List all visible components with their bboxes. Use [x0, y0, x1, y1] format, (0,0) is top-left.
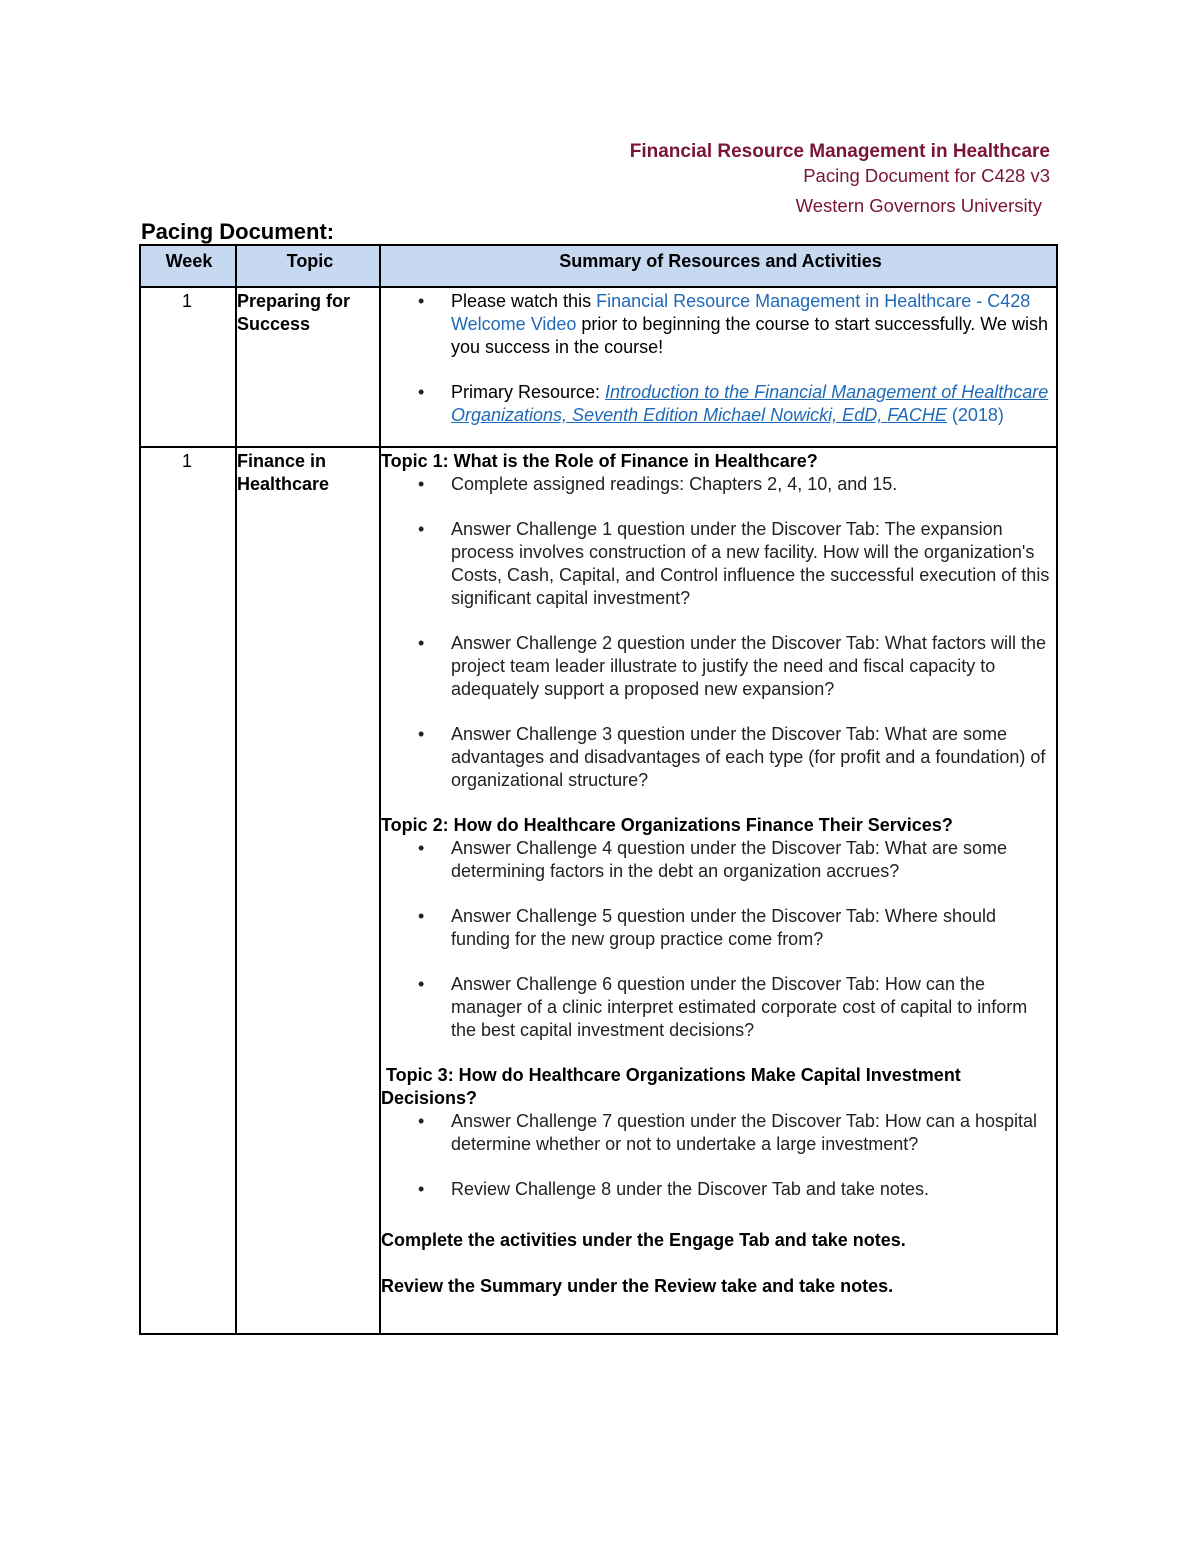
page-title: Pacing Document: [141, 219, 335, 244]
list-item: • Answer Challenge 4 question under the Discover Tab: What are some determining factors in the debt an organization accrues? [381, 837, 1057, 883]
list-item: • Review Challenge 8 under the Discover Tab and take notes. [381, 1178, 1057, 1201]
engage-note: Complete the activities under the Engage Tab and take notes. [381, 1230, 906, 1250]
topic2-heading: Topic 2: How do Healthcare Organizations Finance Their Services? [381, 815, 953, 835]
row1-summary [381, 290, 1057, 427]
grid-line [139, 446, 1058, 448]
row1-topic: Preparing for Success [237, 291, 351, 334]
list-item [381, 290, 1057, 359]
bullet-text: Primary Resource: [451, 382, 606, 402]
course-title: Financial Resource Management in Healthcare [629, 141, 1050, 162]
bullet-text: Please watch this [451, 291, 597, 311]
document-subtitle: Pacing Document for C428 v3 [803, 165, 1050, 186]
list-item: • Complete assigned readings: Chapters 2, 4, 10, and 15. [381, 473, 1057, 496]
grid-line [139, 1333, 1058, 1335]
grid-line [139, 286, 1058, 288]
list-item [381, 381, 1057, 427]
table-header-row [139, 244, 1058, 288]
institution-name: Western Governors University [795, 195, 1042, 216]
list-item: • Answer Challenge 7 question under the Discover Tab: How can a hospital determine whether or not to undertake a large investment? [381, 1110, 1057, 1156]
row2-summary [381, 450, 1057, 1298]
bullet-text: prior to beginning the course to start successfully. We wish you success in the course! [451, 314, 1048, 357]
header-week: Week [165, 251, 213, 271]
header-topic: Topic [286, 251, 334, 271]
row1-week: 1 [181, 291, 192, 311]
list-item: • Answer Challenge 3 question under the Discover Tab: What are some advantages and disadvantages of each type (for profit and a foundation) of organizational structure? [381, 723, 1057, 792]
header-summary: Summary of Resources and Activities [559, 251, 882, 271]
list-item: • Answer Challenge 6 question under the Discover Tab: How can the manager of a clinic interpret estimated corporate cost of capital to inform the best capital investment decisions? [381, 973, 1057, 1042]
topic3-heading: Topic 3: How do Healthcare Organizations Make Capital Investment Decisions? [381, 1065, 966, 1108]
bullet-text: (2018) [946, 405, 1004, 425]
welcome-video-link[interactable]: Financial Resource Management in Healthcare - C428 Welcome Video [451, 291, 1031, 334]
grid-line [235, 244, 237, 1335]
list-item: • Answer Challenge 5 question under the Discover Tab: Where should funding for the new group practice come from? [381, 905, 1057, 951]
grid-line [139, 244, 141, 1335]
topic1-heading: Topic 1: What is the Role of Finance in Healthcare? [381, 451, 818, 471]
row2-topic: Finance in Healthcare [237, 451, 330, 494]
list-item: • Answer Challenge 2 question under the Discover Tab: What factors will the project team leader illustrate to justify the need and fiscal capacity to adequately support a proposed new expansion? [381, 632, 1057, 701]
primary-resource-link[interactable]: Introduction to the Financial Management of Healthcare Organizations, Seventh Edition Michael Nowicki, EdD, FACHE [451, 382, 1049, 425]
row2-week: 1 [181, 451, 192, 471]
review-note: Review the Summary under the Review take and take notes. [381, 1276, 894, 1296]
list-item: • Answer Challenge 1 question under the Discover Tab: The expansion process involves construction of a new facility. How will the organization's Costs, Cash, Capital, and Control influence the successful execution of this significant capital investment? [381, 518, 1057, 610]
